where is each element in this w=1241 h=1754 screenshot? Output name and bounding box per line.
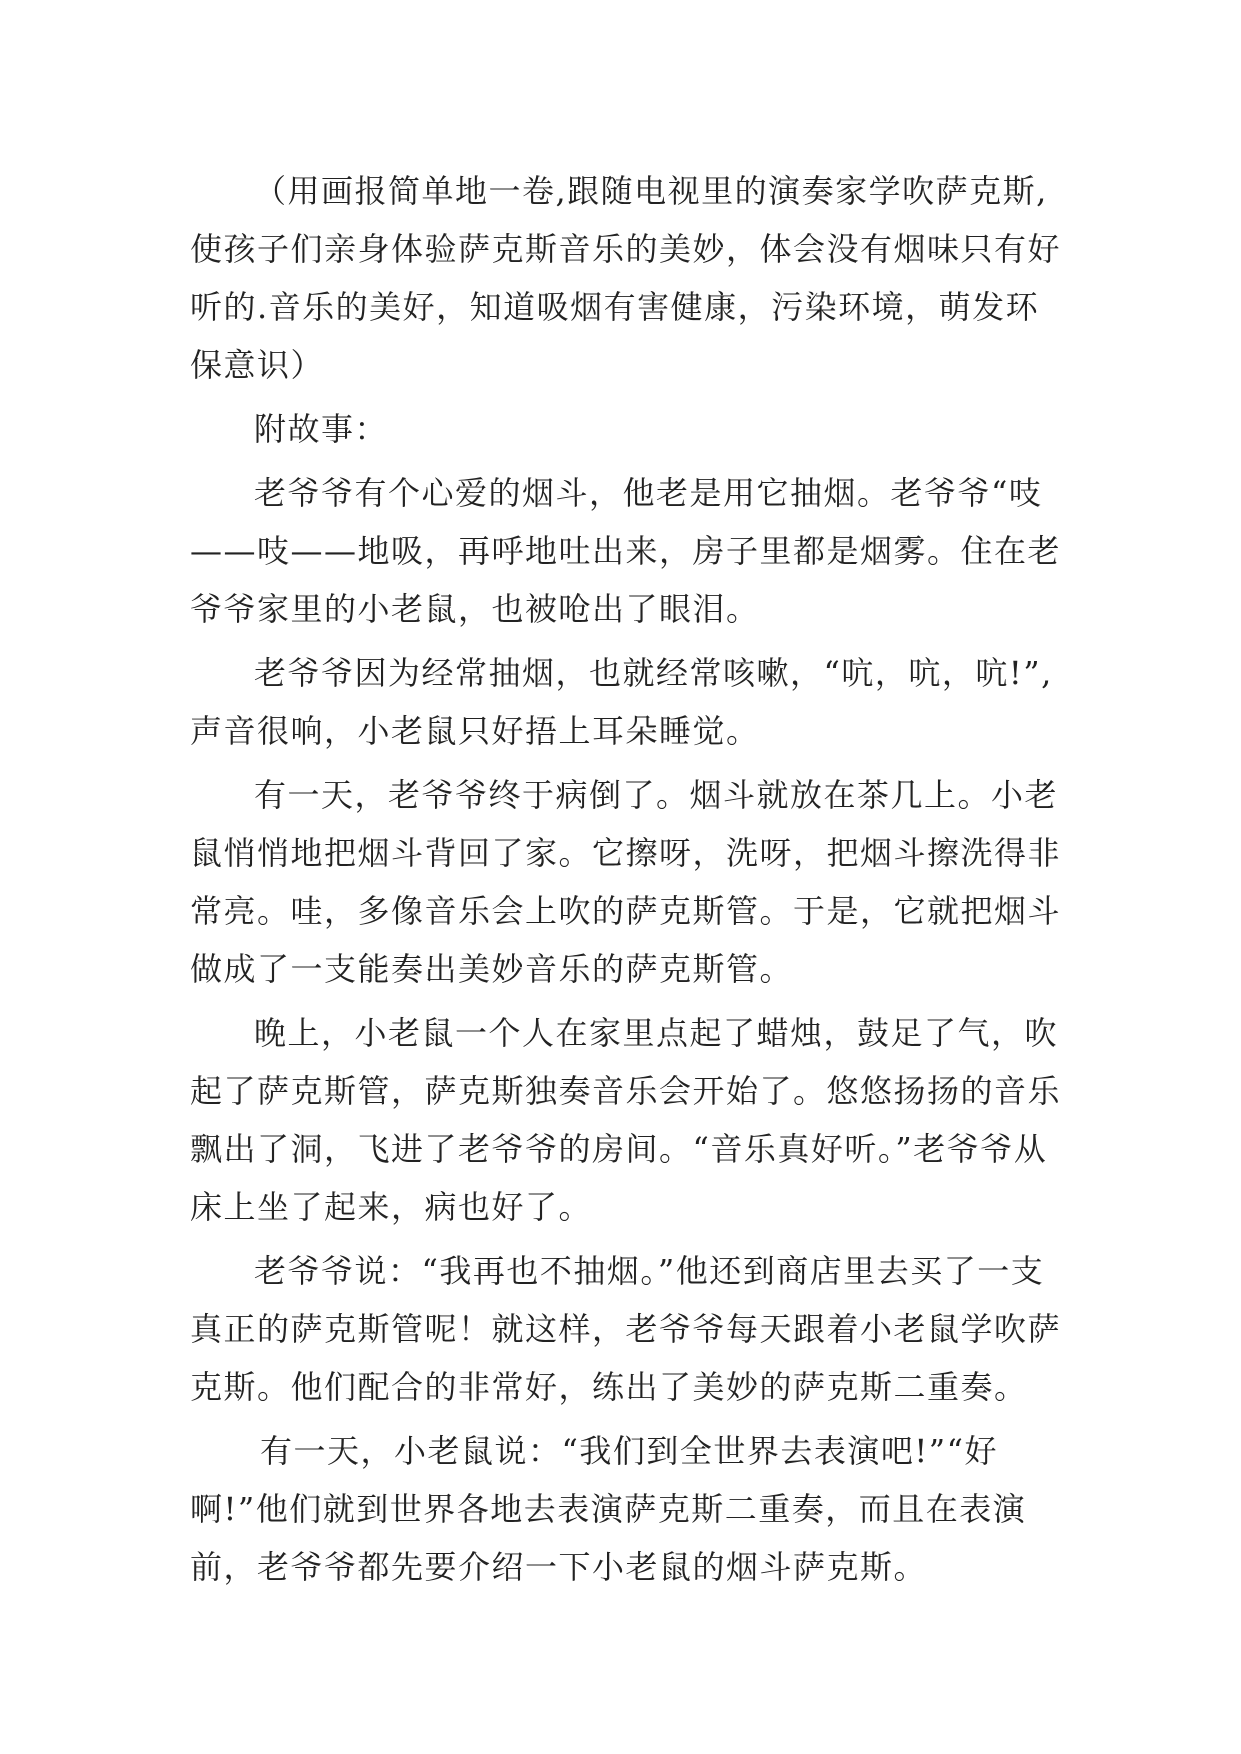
text-line: 有一天，小老鼠说：“我们到全世界去表演吧!”“好	[260, 1432, 998, 1470]
text-line: 附故事：	[254, 410, 389, 448]
text-line: 听的.音乐的美好，知道吸烟有害健康，污染环境，萌发环	[190, 288, 1040, 326]
text-line: 克斯。他们配合的非常好，练出了美妙的萨克斯二重奏。	[190, 1368, 1028, 1406]
text-line: 使孩子们亲身体验萨克斯音乐的美妙，体会没有烟味只有好	[190, 230, 1062, 268]
text-line: 爷爷家里的小老鼠，也被呛出了眼泪。	[190, 590, 760, 628]
text-line: 真正的萨克斯管呢！就这样，老爷爷每天跟着小老鼠学吹萨	[190, 1310, 1062, 1348]
text-line: ——吱——地吸，再呼地吐出来，房子里都是烟雾。住在老	[190, 532, 1062, 570]
text-line: 飘出了洞，飞进了老爷爷的房间。“音乐真好听。”老爷爷从	[190, 1130, 1048, 1168]
text-line: 起了萨克斯管，萨克斯独奏音乐会开始了。悠悠扬扬的音乐	[190, 1072, 1062, 1110]
text-line: 老爷爷说：“我再也不抽烟。”他还到商店里去买了一支	[254, 1252, 1045, 1290]
text-line: 声音很响，小老鼠只好捂上耳朵睡觉。	[190, 712, 760, 750]
text-line: （用画报简单地一卷,跟随电视里的演奏家学吹萨克斯,	[254, 172, 1048, 210]
text-line: 床上坐了起来，病也好了。	[190, 1188, 593, 1226]
text-line: 鼠悄悄地把烟斗背回了家。它擦呀，洗呀，把烟斗擦洗得非	[190, 834, 1062, 872]
document-body	[190, 162, 1070, 1596]
text-line: 老爷爷因为经常抽烟，也就经常咳嗽，“吭，吭，吭!”,	[254, 654, 1053, 692]
text-line: 老爷爷有个心爱的烟斗，他老是用它抽烟。老爷爷“吱	[254, 474, 1043, 512]
text-line: 常亮。哇，多像音乐会上吹的萨克斯管。于是，它就把烟斗	[190, 892, 1062, 930]
text-line: 前，老爷爷都先要介绍一下小老鼠的烟斗萨克斯。	[190, 1548, 928, 1586]
text-line: 晚上，小老鼠一个人在家里点起了蜡烛，鼓足了气，吹	[254, 1014, 1059, 1052]
text-line: 保意识）	[190, 346, 325, 384]
text-line: 做成了一支能奏出美妙音乐的萨克斯管。	[190, 950, 794, 988]
text-line: 有一天，老爷爷终于病倒了。烟斗就放在茶几上。小老	[254, 776, 1059, 814]
text-line: 啊!”他们就到世界各地去表演萨克斯二重奏，而且在表演	[190, 1490, 1027, 1528]
